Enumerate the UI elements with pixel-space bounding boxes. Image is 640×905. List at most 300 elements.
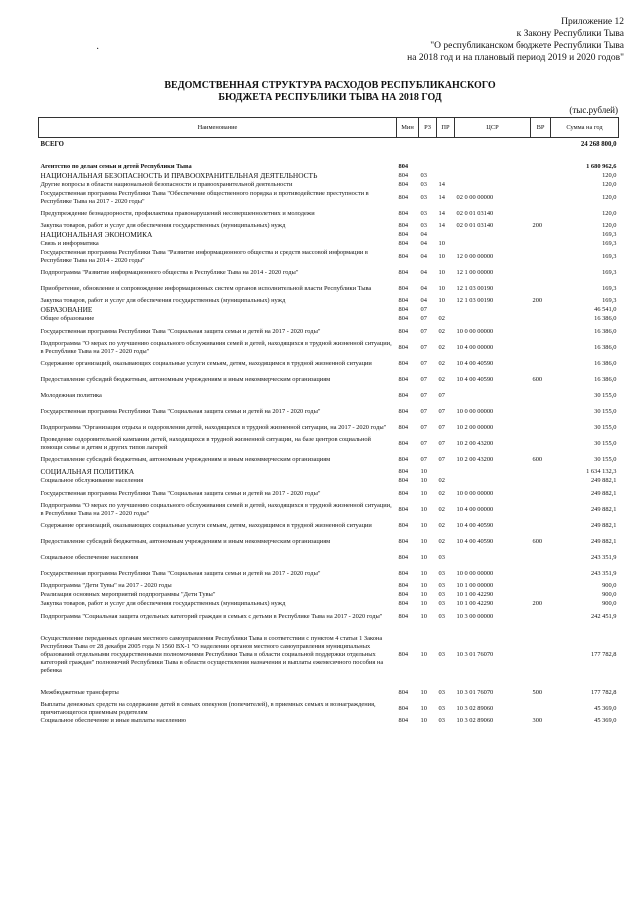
row-name: НАЦИОНАЛЬНАЯ ЭКОНОМИКА [40, 230, 153, 239]
row-min: 804 [398, 569, 409, 577]
row-name: Государственная программа Республики Тыва "Социальная защита семьи и детей на 2017 - 2020 годы" [40, 569, 321, 577]
row-min: 804 [398, 468, 409, 475]
row-name: Государственная программа Республики Тыва "Социальная защита семьи и детей на 2017 - 2020 годы" [40, 407, 321, 415]
row-csr [455, 388, 531, 404]
row-vr [531, 340, 551, 356]
row-min: 804 [398, 407, 409, 415]
row-vr: 200 [532, 297, 543, 304]
row-vr [531, 206, 551, 222]
row-sum: 16 386,0 [594, 375, 617, 383]
row-sum: 169,3 [602, 284, 617, 292]
row-csr: 10 3 01 76070 [456, 650, 494, 658]
row-pr: 02 [438, 359, 445, 367]
row-sum: 169,3 [602, 268, 617, 276]
row-pr [437, 306, 455, 315]
row-name: Приобретение, обновление и сопровождение информационных систем органов исполнительной власти Республики Тыва [40, 284, 372, 292]
row-rz [419, 163, 437, 172]
row-min: 804 [398, 582, 409, 589]
row-name: Другие вопросы в области национальной безопасности и правоохранительной деятельности [40, 181, 293, 188]
row-pr: 03 [438, 717, 445, 724]
row-pr: 03 [438, 591, 445, 598]
table-row [39, 306, 619, 315]
row-name: Подпрограмма "Организация отдыха и оздоровления детей, находящихся в трудной жизненной ситуации, на 2017 - 2020 годы" [40, 423, 387, 431]
row-pr: 02 [438, 521, 445, 529]
row-pr: 03 [438, 688, 445, 696]
row-name: Общее образование [40, 315, 95, 322]
row-pr [437, 163, 455, 172]
row-min: 804 [398, 477, 409, 484]
row-pr: 03 [438, 612, 445, 620]
row-name: СОЦИАЛЬНАЯ ПОЛИТИКА [40, 467, 135, 476]
row-sum: 1 680 962,6 [586, 163, 617, 170]
row-csr: 10 0 00 00000 [456, 407, 494, 415]
total-label: ВСЕГО [40, 141, 64, 149]
row-sum: 249 882,1 [590, 477, 617, 484]
row-vr: 500 [532, 688, 543, 696]
row-rz: 10 [420, 650, 427, 658]
row-pr: 10 [438, 284, 445, 292]
row-sum: 249 882,1 [590, 489, 617, 497]
table-row [39, 206, 619, 222]
row-vr [531, 701, 551, 717]
row-sum: 900,0 [602, 582, 617, 589]
row-vr: 600 [532, 375, 543, 383]
row-vr: 200 [532, 222, 543, 229]
table-row [39, 388, 619, 404]
row-rz: 04 [420, 268, 427, 276]
row-min: 804 [398, 222, 409, 229]
row-min: 804 [398, 505, 409, 513]
header-csr: ЦСР [455, 118, 531, 138]
appendix-line: к Закону Республики Тыва [516, 29, 624, 39]
row-pr: 03 [438, 650, 445, 658]
row-name: Подпрограмма "О мерах по улучшению социального обслуживания семей и детей, находящихся в трудной жизненной ситуации, в Республике Тыва на 2017 - 2020 годы" [40, 339, 392, 355]
appendix-block [407, 16, 624, 64]
row-csr: 10 3 02 89060 [456, 704, 494, 712]
row-vr [531, 486, 551, 502]
row-min: 804 [398, 391, 409, 399]
table-row [39, 172, 619, 181]
row-csr [455, 231, 531, 240]
table-row [39, 625, 619, 685]
row-rz: 10 [420, 553, 427, 561]
row-name: Содержание организаций, оказывающих социальные услуги семьям, детям, находящимся в трудной жизненной ситуации [40, 521, 372, 529]
row-rz: 03 [420, 193, 427, 201]
row-pr: 02 [438, 537, 445, 545]
row-csr [455, 240, 531, 249]
row-sum: 900,0 [602, 591, 617, 598]
row-rz: 07 [420, 423, 427, 431]
row-csr: 10 4 00 00000 [456, 505, 494, 513]
row-csr [455, 172, 531, 181]
document-title [120, 80, 540, 104]
row-min: 804 [398, 612, 409, 620]
row-sum: 169,3 [602, 231, 617, 238]
row-vr [531, 181, 551, 190]
row-csr [455, 468, 531, 477]
row-vr [531, 315, 551, 324]
row-sum: 169,3 [602, 240, 617, 247]
row-sum: 30 155,0 [594, 407, 617, 415]
row-vr [531, 388, 551, 404]
row-name: Государственная программа Республики Тыва "Развитие информационного общества и средств массовой информации в Республике Тыва на 2014 - 2020 годы" [40, 248, 368, 264]
row-sum: 243 351,9 [590, 553, 617, 561]
row-name: Закупка товаров, работ и услуг для обеспечения государственных (муниципальных) нужд [40, 600, 286, 607]
row-vr [531, 609, 551, 625]
row-name: Государственная программа Республики Тыва "Обеспечение общественного порядка и противодействие преступности в Республике Тыва на 2017 - 2020 годы" [40, 189, 369, 205]
row-rz: 07 [420, 407, 427, 415]
row-min: 804 [398, 343, 409, 351]
table-row [39, 717, 619, 726]
row-sum: 242 451,9 [590, 612, 617, 620]
row-rz: 04 [420, 297, 427, 304]
row-rz: 07 [420, 391, 427, 399]
row-vr [531, 550, 551, 566]
row-rz: 10 [420, 477, 427, 484]
row-pr: 14 [438, 181, 445, 188]
row-vr [531, 190, 551, 206]
row-sum: 249 882,1 [590, 521, 617, 529]
table-row [39, 685, 619, 701]
row-vr [531, 420, 551, 436]
row-pr: 03 [438, 553, 445, 561]
row-name: ОБРАЗОВАНИЕ [40, 305, 93, 314]
row-rz: 04 [420, 284, 427, 292]
row-csr: 10 1 00 42290 [456, 591, 494, 598]
row-csr: 10 1 00 00000 [456, 582, 494, 589]
header-min: Мин [397, 118, 419, 138]
row-rz: 10 [420, 582, 427, 589]
row-vr [531, 518, 551, 534]
row-min: 804 [398, 172, 409, 179]
row-name: НАЦИОНАЛЬНАЯ БЕЗОПАСНОСТЬ И ПРАВООХРАНИТЕЛЬНАЯ ДЕЯТЕЛЬНОСТЬ [40, 171, 318, 180]
table-row [39, 372, 619, 388]
row-sum: 169,3 [602, 297, 617, 304]
row-sum: 45 369,0 [594, 717, 617, 724]
row-sum: 16 386,0 [594, 359, 617, 367]
row-pr: 10 [438, 240, 445, 247]
row-rz: 10 [420, 612, 427, 620]
table-row [39, 486, 619, 502]
row-csr [455, 477, 531, 486]
row-min: 804 [398, 521, 409, 529]
row-pr [437, 172, 455, 181]
row-csr: 10 3 00 00000 [456, 612, 494, 620]
row-min: 804 [398, 181, 409, 188]
row-pr: 07 [438, 391, 445, 399]
table-header-row [39, 118, 619, 138]
row-pr: 02 [438, 505, 445, 513]
header-pr: ПР [437, 118, 455, 138]
row-csr [455, 306, 531, 315]
row-name: Молодежная политика [40, 391, 102, 399]
row-vr [531, 477, 551, 486]
row-rz: 10 [420, 688, 427, 696]
row-rz: 04 [420, 231, 427, 238]
table-row [39, 502, 619, 518]
row-csr: 10 2 00 00000 [456, 423, 494, 431]
row-sum: 120,0 [602, 172, 617, 179]
row-sum: 243 351,9 [590, 569, 617, 577]
row-min: 804 [398, 704, 409, 712]
table-row [39, 231, 619, 240]
table-row [39, 190, 619, 206]
row-name: Содержание организаций, оказывающих социальные услуги семьям, детям, находящимся в трудной жизненной ситуации [40, 359, 372, 367]
row-pr [437, 468, 455, 477]
table-row [39, 420, 619, 436]
table-row [39, 240, 619, 249]
row-rz: 07 [420, 359, 427, 367]
row-min: 804 [398, 489, 409, 497]
table-row [39, 356, 619, 372]
row-vr [531, 356, 551, 372]
row-vr [531, 625, 551, 685]
row-csr [455, 315, 531, 324]
table-row [39, 534, 619, 550]
row-rz: 07 [420, 439, 427, 447]
row-sum: 1 634 132,3 [586, 468, 617, 475]
row-rz: 04 [420, 240, 427, 247]
row-pr: 03 [438, 582, 445, 589]
row-name: Закупка товаров, работ и услуг для обеспечения государственных (муниципальных) нужд [40, 222, 286, 229]
row-min: 804 [398, 231, 409, 238]
table-row [39, 297, 619, 306]
row-pr: 02 [438, 477, 445, 484]
row-csr [455, 550, 531, 566]
row-vr: 600 [532, 455, 543, 463]
row-sum: 46 541,0 [594, 306, 617, 313]
row-min: 804 [398, 650, 409, 658]
row-csr: 10 3 02 89060 [456, 717, 494, 724]
row-rz: 10 [420, 591, 427, 598]
row-name: Предупреждение безнадзорности, профилактика правонарушений несовершеннолетних и молодежи [40, 209, 315, 217]
appendix-line: Приложение 12 [561, 17, 624, 27]
row-vr: 200 [532, 600, 543, 607]
row-name: Предоставление субсидий бюджетным, автономным учреждениям и иным некоммерческим организациям [40, 375, 331, 383]
table-row [39, 609, 619, 625]
table-row [39, 468, 619, 477]
row-min: 804 [398, 688, 409, 696]
appendix-line: "О республиканском бюджете Республики Тыва [430, 41, 624, 51]
row-csr: 10 3 01 76070 [456, 688, 494, 696]
row-name: Осуществление переданных органам местного самоуправления Республики Тыва в соответствии с пунктом 4 статьи 1 Закона Республики Тыва от 28 декабря 2005 года N 1560 ВХ-1 "О наделении органов местного самоуправления муниципальных образований отдельными государственными полномочиями Республики Тыва в области социальной поддержки отдельных категорий граждан" полномочий Республики Тыва в области осуществления назначения и выплаты ежемесячного пособия на ребенка [40, 634, 384, 674]
row-pr: 03 [438, 600, 445, 607]
table-row [39, 600, 619, 609]
row-vr [531, 502, 551, 518]
row-name: Выплаты денежных средств на содержание детей в семьях опекунов (попечителей), в приемных семьях и вознаграждения, причитающегося приемным родителям [40, 700, 376, 716]
row-vr [531, 249, 551, 265]
table-row [39, 701, 619, 717]
row-rz: 10 [420, 704, 427, 712]
appendix-line: на 2018 год и на плановый период 2019 и 2020 годов" [407, 53, 624, 63]
row-min: 804 [398, 297, 409, 304]
table-row [39, 315, 619, 324]
row-rz: 10 [420, 717, 427, 724]
row-vr [531, 172, 551, 181]
row-pr [437, 231, 455, 240]
row-rz: 10 [420, 468, 427, 475]
row-csr [455, 163, 531, 172]
table-row [39, 591, 619, 600]
table-row [39, 550, 619, 566]
row-pr: 10 [438, 268, 445, 276]
row-min: 804 [398, 306, 409, 313]
row-sum: 249 882,1 [590, 537, 617, 545]
row-vr [531, 582, 551, 591]
header-vr: ВР [531, 118, 551, 138]
row-min: 804 [398, 252, 409, 260]
row-csr: 12 0 00 00000 [456, 252, 494, 260]
row-min: 804 [398, 600, 409, 607]
row-rz: 07 [420, 455, 427, 463]
header-rz: РЗ [419, 118, 437, 138]
row-pr: 07 [438, 407, 445, 415]
row-min: 804 [398, 315, 409, 322]
table-row [39, 436, 619, 452]
row-min: 804 [398, 455, 409, 463]
row-pr: 02 [438, 343, 445, 351]
header-sum: Сумма на год [551, 118, 619, 138]
row-name: Предоставление субсидий бюджетным, автономным учреждениям и иным некоммерческим организациям [40, 455, 331, 463]
row-sum: 177 782,8 [590, 688, 617, 696]
row-csr: 10 2 00 43200 [456, 455, 494, 463]
row-min: 804 [398, 591, 409, 598]
row-sum: 120,0 [602, 181, 617, 188]
budget-table [38, 117, 619, 726]
row-name: Подпрограмма "Дети Тувы" на 2017 - 2020 годы [40, 582, 172, 589]
table-row [39, 249, 619, 265]
row-min: 804 [398, 268, 409, 276]
row-rz: 10 [420, 521, 427, 529]
row-pr: 14 [438, 222, 445, 229]
row-csr: 12 1 00 00000 [456, 268, 494, 276]
row-name: Межбюджетные трансферты [40, 688, 119, 696]
row-pr: 02 [438, 489, 445, 497]
row-name: Проведение оздоровительной кампании детей, находящихся в трудной жизненной ситуации, на базе центров социальной помощи семье и детям и других типов лагерей [40, 435, 371, 451]
row-pr: 07 [438, 455, 445, 463]
row-name: Социальное обеспечение и иные выплаты населению [40, 717, 187, 724]
row-rz: 03 [420, 172, 427, 179]
row-vr [531, 306, 551, 315]
row-sum: 249 882,1 [590, 505, 617, 513]
row-min: 804 [398, 423, 409, 431]
row-vr [531, 324, 551, 340]
row-csr: 10 4 00 40590 [456, 375, 494, 383]
table-row [39, 281, 619, 297]
row-name: Подпрограмма "О мерах по улучшению социального обслуживания семей и детей, находящихся в трудной жизненной ситуации, в Республике Тыва на 2017 - 2020 годы" [40, 501, 392, 517]
table-row [39, 518, 619, 534]
row-vr [531, 468, 551, 477]
row-sum: 120,0 [602, 209, 617, 217]
row-vr [531, 163, 551, 172]
table-row [39, 340, 619, 356]
row-rz: 07 [420, 375, 427, 383]
row-sum: 30 155,0 [594, 455, 617, 463]
row-sum: 177 782,8 [590, 650, 617, 658]
row-rz: 07 [420, 327, 427, 335]
row-csr [455, 181, 531, 190]
row-csr: 10 0 00 00000 [456, 569, 494, 577]
row-rz: 07 [420, 343, 427, 351]
row-vr [531, 281, 551, 297]
row-pr: 02 [438, 375, 445, 383]
row-rz: 10 [420, 600, 427, 607]
row-sum: 45 369,0 [594, 704, 617, 712]
row-min: 804 [398, 537, 409, 545]
row-rz: 04 [420, 252, 427, 260]
row-sum: 30 155,0 [594, 423, 617, 431]
row-rz: 10 [420, 569, 427, 577]
row-pr: 10 [438, 252, 445, 260]
row-name: Подпрограмма "Социальная защита отдельных категорий граждан в семьях с детьми в Республике Тыва на 2017 - 2020 годы" [40, 612, 383, 620]
row-csr: 10 4 00 40590 [456, 359, 494, 367]
row-sum: 30 155,0 [594, 439, 617, 447]
row-min: 804 [398, 553, 409, 561]
row-name: Социальное обслуживание населения [40, 477, 144, 484]
row-name: Государственная программа Республики Тыва "Социальная защита семьи и детей на 2017 - 2020 годы" [40, 489, 321, 497]
row-sum: 120,0 [602, 222, 617, 229]
units-label: (тыс.рублей) [569, 105, 618, 115]
row-csr: 10 4 00 40590 [456, 537, 494, 545]
row-sum: 900,0 [602, 600, 617, 607]
row-pr: 07 [438, 423, 445, 431]
row-name: Реализация основных мероприятий подпрограммы "Дети Тувы" [40, 591, 216, 598]
row-name: Связь и информатика [40, 240, 99, 247]
row-pr: 07 [438, 439, 445, 447]
row-min: 804 [398, 327, 409, 335]
table-row [39, 265, 619, 281]
row-csr: 12 1 03 00190 [456, 297, 494, 304]
row-pr: 03 [438, 569, 445, 577]
total-sum: 24 268 800,0 [580, 141, 617, 149]
title-line: БЮДЖЕТА РЕСПУБЛИКИ ТЫВА НА 2018 ГОД [218, 92, 442, 103]
table-row [39, 181, 619, 190]
row-min: 804 [398, 240, 409, 247]
row-name: Подпрограмма "Развитие информационного общества в Республике Тыва на 2014 - 2020 годы" [40, 268, 299, 276]
row-csr: 10 1 00 42290 [456, 600, 494, 607]
row-sum: 120,0 [602, 193, 617, 201]
row-vr [531, 231, 551, 240]
row-rz: 07 [420, 315, 427, 322]
row-rz: 03 [420, 181, 427, 188]
row-pr: 03 [438, 704, 445, 712]
row-csr: 12 1 03 00190 [456, 284, 494, 292]
row-min: 804 [398, 193, 409, 201]
row-sum: 16 386,0 [594, 343, 617, 351]
row-sum: 16 386,0 [594, 327, 617, 335]
table-row [39, 566, 619, 582]
row-vr [531, 566, 551, 582]
row-csr: 02 0 01 03140 [456, 209, 494, 217]
stray-dot: · [96, 44, 100, 55]
row-vr [531, 436, 551, 452]
row-sum: 169,3 [602, 252, 617, 260]
row-name: Агентство по делам семьи и детей Республики Тыва [40, 163, 192, 170]
row-sum: 30 155,0 [594, 391, 617, 399]
table-row [39, 404, 619, 420]
row-vr [531, 591, 551, 600]
row-rz: 10 [420, 505, 427, 513]
row-min: 804 [398, 163, 409, 170]
row-rz: 10 [420, 489, 427, 497]
total-row [39, 138, 619, 153]
row-rz: 03 [420, 222, 427, 229]
table-row [39, 324, 619, 340]
row-csr: 10 0 00 00000 [456, 327, 494, 335]
row-vr [531, 404, 551, 420]
row-sum: 16 386,0 [594, 315, 617, 322]
row-pr: 02 [438, 315, 445, 322]
